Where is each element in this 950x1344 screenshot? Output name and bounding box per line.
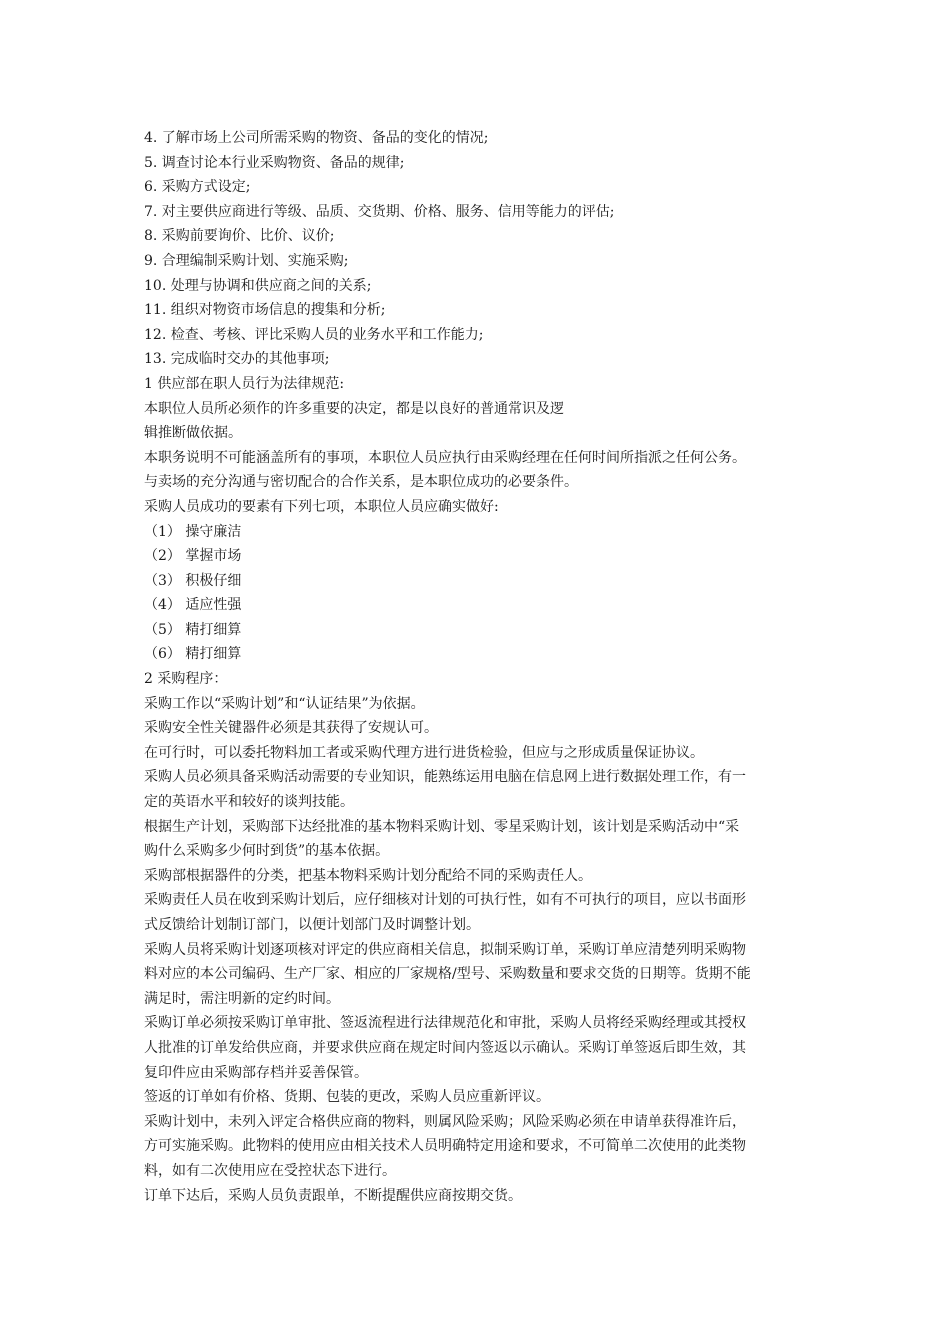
text-line: 定的英语水平和较好的谈判技能。 bbox=[144, 794, 354, 811]
text-line: 方可实施采购。此物料的使用应由相关技术人员明确特定用途和要求，不可简单二次使用的此类物 bbox=[144, 1138, 746, 1155]
text-line: 4. 了解市场上公司所需采购的物资、备品的变化的情况; bbox=[144, 130, 489, 146]
text-line: 采购订单必须按采购订单审批、签返流程进行法律规范化和审批，采购人员将经采购经理或其授权 bbox=[144, 1015, 746, 1032]
text-line: 7. 对主要供应商进行等级、品质、交货期、价格、服务、信用等能力的评估; bbox=[144, 203, 615, 220]
text-line: 2 采购程序： bbox=[144, 671, 228, 688]
text-line: 13. 完成临时交办的其他事项; bbox=[144, 351, 330, 368]
text-line: 式反馈给计划制订部门，以便计划部门及时调整计划。 bbox=[144, 917, 480, 933]
text-line: 6. 采购方式设定; bbox=[144, 179, 251, 196]
text-line: 8. 采购前要询价、比价、议价; bbox=[144, 228, 335, 245]
text-line: 本职务说明不可能涵盖所有的事项，本职位人员应执行由采购经理在任何时间所指派之任何公务。 bbox=[144, 449, 746, 466]
document-body bbox=[144, 126, 806, 1208]
text-line: 采购人员将采购计划逐项核对评定的供应商相关信息，拟制采购订单，采购订单应清楚列明采购物 bbox=[144, 941, 746, 958]
text-line: 订单下达后，采购人员负责跟单，不断提醒供应商按期交货。 bbox=[144, 1187, 522, 1204]
text-line: 采购人员必须具备采购活动需要的专业知识，能熟练运用电脑在信息网上进行数据处理工作，有一 bbox=[144, 769, 746, 786]
text-line: （1） 操守廉洁 bbox=[144, 523, 242, 540]
text-line: 签返的订单如有价格、货期、包装的更改，采购人员应重新评议。 bbox=[144, 1089, 550, 1106]
text-line: 采购部根据器件的分类，把基本物料采购计划分配给不同的采购责任人。 bbox=[144, 867, 592, 884]
text-line: 人批准的订单发给供应商，并要求供应商在规定时间内签返以示确认。采购订单签返后即生效，其 bbox=[144, 1039, 746, 1056]
text-line: 1 供应部在职人员行为法律规范: bbox=[144, 375, 345, 392]
text-line: 在可行时，可以委托物料加工者或采购代理方进行进货检验，但应与之形成质量保证协议。 bbox=[144, 744, 704, 761]
text-line: 辑推断做依据。 bbox=[144, 425, 242, 442]
text-line: 与卖场的充分沟通与密切配合的合作关系，是本职位成功的必要条件。 bbox=[144, 474, 578, 491]
text-line: （6） 精打细算 bbox=[144, 646, 242, 663]
text-line: 采购责任人员在收到采购计划后，应仔细核对计划的可执行性，如有不可执行的项目，应以书面形 bbox=[144, 892, 746, 909]
text-line: （5） 精打细算 bbox=[144, 621, 242, 638]
text-line: 10. 处理与协调和供应商之间的关系; bbox=[144, 277, 372, 294]
text-line: 采购安全性关键器件必须是其获得了安规认可。 bbox=[144, 720, 438, 737]
text-line: 5. 调查讨论本行业采购物资、备品的规律; bbox=[144, 154, 405, 171]
text-line: 9. 合理编制采购计划、实施采购; bbox=[144, 252, 349, 269]
text-line: 料对应的本公司编码、生产厂家、相应的厂家规格/型号、采购数量和要求交货的日期等。货期不能 bbox=[144, 966, 751, 983]
text-line: 11. 组织对物资市场信息的搜集和分析; bbox=[144, 302, 386, 319]
text-line: 12. 检查、考核、评比采购人员的业务水平和工作能力; bbox=[144, 326, 484, 343]
text-line: 本职位人员所必须作的许多重要的决定，都是以良好的普通常识及逻 bbox=[144, 400, 564, 417]
text-line: 采购计划中，未列入评定合格供应商的物料，则属风险采购；风险采购必须在申请单获得准许后， bbox=[144, 1113, 746, 1130]
text-line: （2） 掌握市场 bbox=[144, 548, 242, 565]
text-line: （4） 适应性强 bbox=[144, 597, 242, 614]
text-line: 料，如有二次使用应在受控状态下进行。 bbox=[144, 1162, 396, 1179]
text-line: （3） 积极仔细 bbox=[144, 572, 242, 589]
text-line: 复印件应由采购部存档并妥善保管。 bbox=[144, 1064, 368, 1081]
text-line: 满足时，需注明新的定约时间。 bbox=[144, 990, 340, 1007]
text-line: 采购工作以“采购计划”和“认证结果”为依据。 bbox=[144, 695, 425, 712]
text-line: 采购人员成功的要素有下列七项，本职位人员应确实做好: bbox=[144, 498, 499, 515]
text-line: 购什么采购多少何时到货”的基本依据。 bbox=[144, 843, 390, 860]
text-line: 根据生产计划，采购部下达经批准的基本物料采购计划、零星采购计划，该计划是采购活动中“采 bbox=[144, 818, 740, 835]
